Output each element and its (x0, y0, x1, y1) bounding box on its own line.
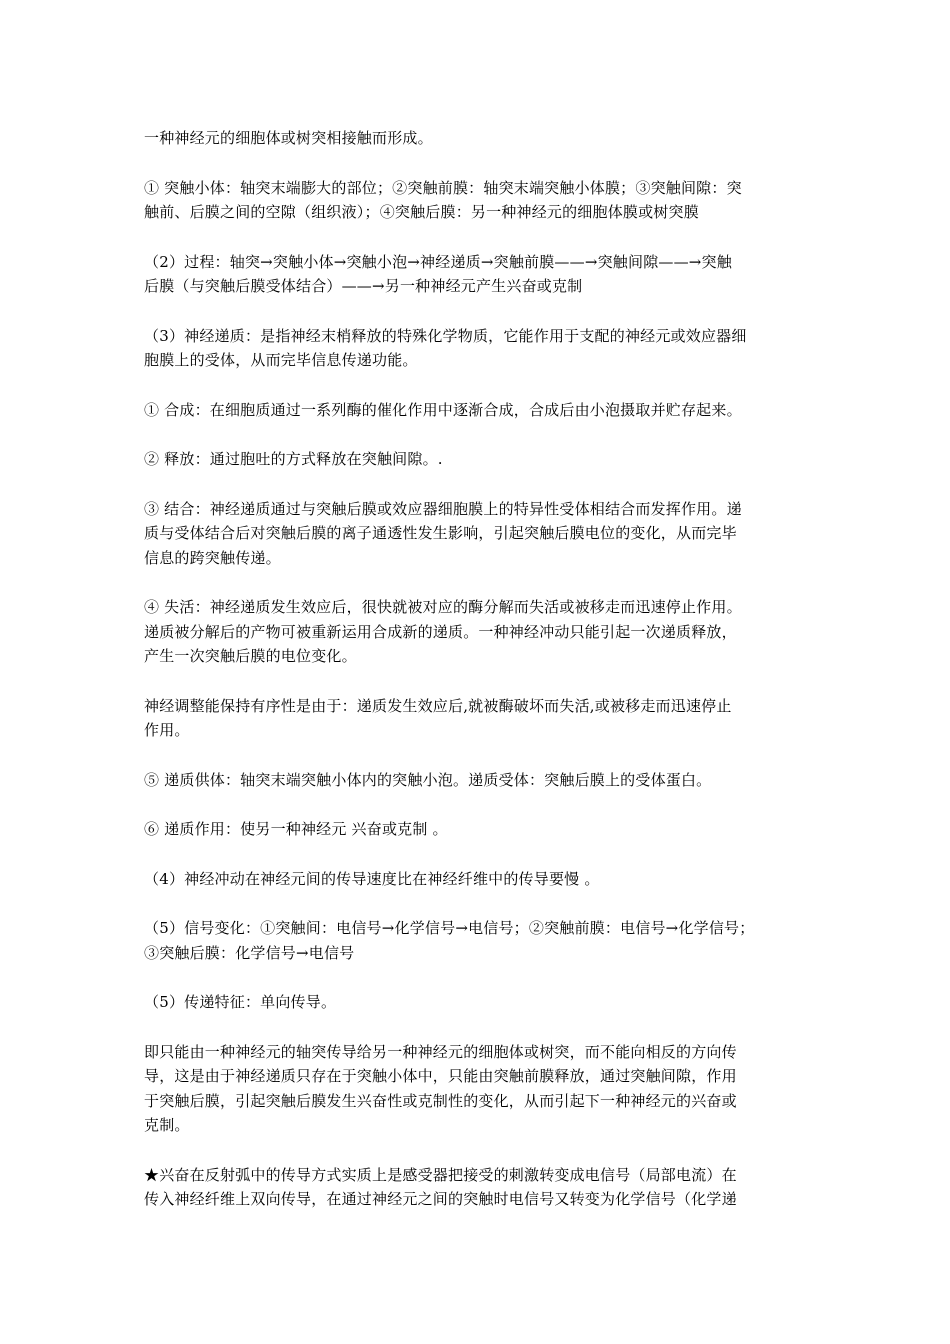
text-line: （5）信号变化：①突触间：电信号→化学信号→电信号；②突触前膜：电信号→化学信号； (144, 919, 755, 937)
paragraph-1 (144, 126, 816, 151)
text-line: 克制。 (144, 1116, 190, 1134)
paragraph-16 (144, 1163, 816, 1212)
document-page (144, 126, 816, 1237)
paragraph-7 (144, 497, 816, 571)
text-line: 作用。 (144, 721, 190, 739)
text-line: 即只能由一种神经元的轴突传导给另一种神经元的细胞体或树突，而不能向相反的方向传 (144, 1042, 737, 1061)
paragraph-4 (144, 324, 816, 373)
text-line: ★兴奋在反射弧中的传导方式实质上是感受器把接受的刺激转变成电信号（局部电流）在 (144, 1165, 737, 1184)
paragraph-12 (144, 867, 816, 892)
paragraph-14 (144, 990, 816, 1015)
text-line: 质与受体结合后对突触后膜的离子通透性发生影响，引起突触后膜电位的变化，从而完毕 (144, 524, 737, 542)
paragraph-3 (144, 250, 816, 299)
text-line: ③突触后膜：化学信号→电信号 (144, 943, 355, 962)
paragraph-15 (144, 1040, 816, 1138)
text-line: ① 合成：在细胞质通过一系列酶的催化作用中逐渐合成，合成后由小泡摄取并贮存起来。 (144, 400, 742, 419)
paragraph-6 (144, 447, 816, 472)
text-line: 神经调整能保持有序性是由于：递质发生效应后,就被酶破坏而失活,或被移走而迅速停止 (144, 696, 732, 715)
text-line: （2）过程：轴突→突触小体→突触小泡→神经递质→突触前膜——→突触间隙——→突触 (144, 252, 732, 271)
text-line: ② 释放：通过胞吐的方式释放在突触间隙。. (144, 450, 443, 468)
paragraph-2 (144, 176, 816, 225)
text-line: ① 突触小体：轴突末端膨大的部位；②突触前膜：轴突末端突触小体膜；③突触间隙：突 (144, 178, 742, 197)
text-line: （5）传递特征：单向传导。 (144, 993, 337, 1011)
text-line: 导，这是由于神经递质只存在于突触小体中，只能由突触前膜释放，通过突触间隙，作用 (144, 1067, 737, 1085)
text-line: 递质被分解后的产物可被重新运用合成新的递质。一种神经冲动只能引起一次递质释放， (144, 622, 737, 641)
paragraph-11 (144, 817, 816, 842)
text-line: ③ 结合：神经递质通过与突触后膜或效应器细胞膜上的特异性受体相结合而发挥作用。递 (144, 499, 742, 518)
text-line: 后膜（与突触后膜受体结合）——→另一种神经元产生兴奋或克制 (144, 277, 583, 295)
text-line: 于突触后膜，引起突触后膜发生兴奋性或克制性的变化，从而引起下一种神经元的兴奋或 (144, 1091, 737, 1110)
paragraph-13 (144, 916, 816, 965)
paragraph-5 (144, 398, 816, 423)
text-line: 传入神经纤维上双向传导，在通过神经元之间的突触时电信号又转变为化学信号（化学递 (144, 1190, 737, 1208)
text-line: ⑥ 递质作用：使另一种神经元 兴奋或克制 。 (144, 820, 448, 838)
text-line: 触前、后膜之间的空隙（组织液）；④突触后膜：另一种神经元的细胞体膜或树突膜 (144, 203, 699, 221)
paragraph-8 (144, 595, 816, 669)
text-line: 产生一次突触后膜的电位变化。 (144, 647, 357, 665)
text-line: （3）神经递质：是指神经末梢释放的特殊化学物质，它能作用于支配的神经元或效应器细 (144, 326, 747, 345)
text-line: （4）神经冲动在神经元间的传导速度比在神经纤维中的传导要慢 。 (144, 869, 600, 888)
paragraph-10 (144, 768, 816, 793)
text-line: 一种神经元的细胞体或树突相接触而形成。 (144, 129, 433, 147)
text-line: 信息的跨突触传递。 (144, 548, 281, 567)
text-line: ⑤ 递质供体：轴突末端突触小体内的突触小泡。递质受体：突触后膜上的受体蛋白。 (144, 770, 712, 789)
text-line: ④ 失活：神经递质发生效应后，很快就被对应的酶分解而失活或被移走而迅速停止作用。 (144, 598, 742, 616)
paragraph-9 (144, 694, 816, 743)
text-line: 胞膜上的受体，从而完毕信息传递功能。 (144, 351, 418, 369)
